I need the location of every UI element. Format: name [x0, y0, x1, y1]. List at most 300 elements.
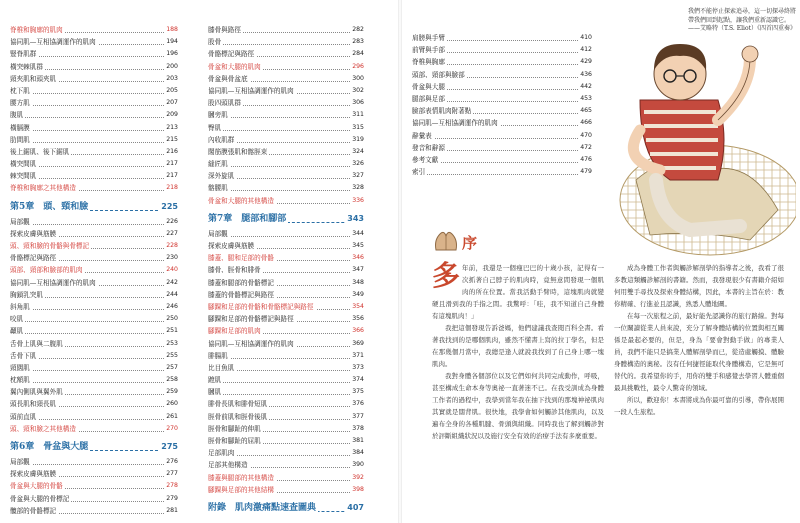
toc-entry-title: 膕肌 — [208, 386, 223, 398]
toc-entry — [10, 301, 178, 313]
toc-entry-title: 腓腸肌 — [208, 350, 230, 362]
toc-entry — [412, 166, 592, 178]
toc-entry-title: 腳踝與足部的其他結構 — [208, 484, 276, 496]
toc-entry-title: 比目魚肌 — [208, 362, 236, 374]
toc-entry-page: 412 — [578, 44, 592, 56]
toc-entry-title: 頭、頸和臉的骨骼與骨標記 — [10, 240, 91, 252]
toc-entry-page: 218 — [164, 182, 178, 194]
chapter-page: 275 — [159, 440, 178, 454]
toc-entry-page: 392 — [350, 472, 364, 484]
toc-entry-page: 215 — [164, 134, 178, 146]
toc-entry — [412, 44, 592, 56]
toc-entry — [10, 24, 178, 36]
toc-entry-page: 373 — [350, 362, 364, 374]
toc-entry-title: 顳肌 — [10, 325, 25, 337]
preface-title: 序 — [462, 234, 478, 252]
leader-dots — [208, 117, 364, 118]
toc-entry-page: 371 — [350, 350, 364, 362]
toc-entry — [208, 182, 364, 194]
toc-entry-title: 腿部與足部 — [412, 93, 447, 105]
toc-entry — [208, 459, 364, 471]
toc-entry-title: 頭前直肌 — [10, 411, 38, 423]
toc-entry-title: 參考文獻 — [412, 154, 440, 166]
toc-entry — [208, 301, 364, 313]
preface-paragraph: 我對身體各個部位以及它們如何共同完成動作，呼吸，甚至構成生命本身等奧祕一直著迷不已。在我受訓成為身體工作者的過程中，我學到當年我在抽下找到的那塊神祕肌肉其實就是闊背肌。很快地，我學會如何觸診其他肌肉，以及遍布全身的各種肌腱、骨頭與組織。同時我也了解到觸診對於評斷組織狀況以及施行安全有效的治療手法有多麼重要。 — [432, 372, 604, 440]
chapter-page: 225 — [159, 200, 178, 214]
toc-entry-title: 脊椎與胸廓 — [412, 56, 447, 68]
toc-entry — [412, 105, 592, 117]
toc-entry-page: 281 — [164, 505, 178, 517]
toc-entry-title: 胸鎖乳突肌 — [10, 289, 45, 301]
toc-entry-page: 277 — [164, 468, 178, 480]
toc-entry — [10, 468, 178, 480]
toc-entry-page: 228 — [164, 240, 178, 252]
leader-dots — [10, 105, 178, 106]
toc-entry-page: 278 — [164, 480, 178, 492]
toc-entry — [208, 386, 364, 398]
chapter-title: 附錄 肌肉激痛點速查圖典 — [208, 502, 317, 513]
preface-paragraph: 在每一次旅程之前，最好能先認識你的旅行路線。對每一位關讀從業人員來說，充分了解身體結構的位置與相互關係是最起必要的，但是，身為「要會對動手做」的專業人員，我們不能只是搞業人體解剖學而已，從造處觸摸、體驗身體構造的奧秘。沒有任何捷徑能取代身體構造，它是無可替代的。我希望你的手，用你的雙手和感覺去學習人體重個最具挑戰性，最令人驚奇的領域。 — [614, 312, 784, 392]
toc-entry-title: 縫匠肌 — [208, 158, 230, 170]
toc-entry — [412, 130, 592, 142]
toc-entry-title: 骨盆與骨盆底 — [208, 73, 250, 85]
toc-entry-title: 枕下肌 — [10, 85, 32, 97]
chapter-7-heading — [208, 212, 364, 226]
toc-entry-title: 協同肌—互相協調運作的肌肉 — [10, 277, 98, 289]
toc-entry-title: 脛骨和腳趾的屈肌 — [208, 435, 263, 447]
toc-entry-page: 376 — [350, 398, 364, 410]
toc-entry — [10, 289, 178, 301]
toc-entry-page: 479 — [578, 166, 592, 178]
toc-entry-page: 306 — [350, 97, 364, 109]
toc-entry-title: 肩膀與手臂 — [412, 32, 447, 44]
toc-entry-title: 膝蓋的骨骼標記與路徑 — [208, 289, 276, 301]
toc-entry — [208, 472, 364, 484]
toc-entry-page: 217 — [164, 170, 178, 182]
toc-entry — [10, 423, 178, 435]
toc-entry-page: 354 — [350, 301, 364, 313]
toc-entry — [10, 146, 178, 158]
toc-entry — [10, 170, 178, 182]
toc-entry-title: 頸闊肌 — [10, 362, 32, 374]
leader-dots — [10, 93, 178, 94]
toc-entry — [208, 325, 364, 337]
toc-entry-page: 349 — [350, 289, 364, 301]
toc-entry — [10, 134, 178, 146]
toc-entry — [10, 386, 178, 398]
toc-entry-page: 366 — [350, 325, 364, 337]
toc-entry — [208, 350, 364, 362]
chapter-title: 第6章 骨盆與大腿 — [10, 442, 89, 452]
preface-paragraph: 多年前，我還是一個瘦巴巴的十歲小孩，記得有一次抓著自己脖子的肌肉時，竟無意間發現一個肌肉的所在位置。當我活動手臂時，這塊肌肉就變硬且滑到我的手指之間。我驚呼：「哇，我不知道自己身體有這塊肌肉！」 — [432, 259, 604, 320]
toc-entry-title: 膝骨、脛骨和腓骨 — [208, 264, 263, 276]
toc-entry — [208, 240, 364, 252]
toc-entry — [208, 122, 364, 134]
toc-entry-page: 284 — [350, 48, 364, 60]
toc-entry-page: 328 — [350, 182, 364, 194]
chapter-5-heading — [10, 200, 178, 214]
toc-entry-page: 213 — [164, 122, 178, 134]
toc-entry-title: 骨骼標記與路徑 — [10, 252, 58, 264]
toc-entry — [10, 325, 178, 337]
toc-entry-title: 舌骨下肌 — [10, 350, 38, 362]
chapter-6-heading — [10, 440, 178, 454]
toc-entry-page: 255 — [164, 350, 178, 362]
toc-entry-page: 429 — [578, 56, 592, 68]
toc-column-1 — [10, 24, 178, 517]
toc-entry-page: 244 — [164, 289, 178, 301]
toc-entry-title: 蹠肌 — [208, 374, 223, 386]
toc-entry-title: 索引 — [412, 166, 427, 178]
preface-paragraph: 我把這個發現告訴爸媽，他們建議我查閱百科全書。看著我找到的是哪個肌肉，雖然不懂書上寫的拉丁學名，但是在那幾個月當中，我總是逢人就說我找到了自己身上哪一塊肌肉。 — [432, 324, 604, 368]
toc-entry — [10, 73, 178, 85]
toc-entry-page: 470 — [578, 130, 592, 142]
toc-entry — [208, 447, 364, 459]
toc-entry-page: 251 — [164, 325, 178, 337]
toc-entry-page: 209 — [164, 109, 178, 121]
toc-entry — [10, 277, 178, 289]
toc-entry-title: 骨盆和大腿的其他構造 — [208, 195, 276, 207]
toc-entry-title: 肋間肌 — [10, 134, 32, 146]
toc-entry-page: 300 — [350, 73, 364, 85]
leader-dots — [10, 130, 178, 131]
toc-entry-title: 膝蓋、腿和足部的骨骼 — [208, 252, 276, 264]
drop-cap: 多 — [432, 259, 461, 292]
toc-entry-title: 局部觀 — [10, 456, 32, 468]
toc-entry-page: 472 — [578, 142, 592, 154]
toc-entry-title: 斜角肌 — [10, 301, 32, 313]
leader-dots — [208, 44, 364, 45]
epigraph-text: 我們不能停止探索追尋，這一切探尋終將帶我們回到起點，讓我們重新認識它。 — [688, 8, 797, 24]
toc-entry-title: 橫膈膜 — [10, 122, 32, 134]
toc-entry-title: 前臂與手部 — [412, 44, 447, 56]
preface-paragraph: 成為身體工作者與觸診解剖學的指導者之後，我看了很多教這類觸診解剖的書籍。然而，我發現很少有書籍介紹如何用雙手尋找及探索身體結構，因此，本書的主旨在於：教你精確、行進並且認識，熟悉人體地圖。 — [614, 264, 784, 308]
toc-entry-page: 311 — [350, 109, 364, 121]
toc-entry-title: 棘突間肌 — [10, 170, 38, 182]
toc-entry — [10, 97, 178, 109]
toc-entry — [412, 32, 592, 44]
toc-entry — [412, 117, 592, 129]
leader-dots — [208, 166, 364, 167]
toc-entry-page: 356 — [350, 313, 364, 325]
toc-entry-page: 227 — [164, 228, 178, 240]
toc-entry-page: 390 — [350, 459, 364, 471]
toc-entry — [10, 338, 178, 350]
toc-entry-title: 舌骨上肌與二腹肌 — [10, 338, 65, 350]
toc-entry-page: 258 — [164, 374, 178, 386]
toc-entry-title: 頭部、頸部與臉部 — [412, 69, 467, 81]
toc-entry-page: 242 — [164, 277, 178, 289]
toc-entry — [10, 398, 178, 410]
toc-entry-title: 腰方肌 — [10, 97, 32, 109]
toc-entry-title: 髂腰肌 — [208, 182, 230, 194]
toc-entry-title: 脊椎和胸廓的肌肉 — [10, 24, 65, 36]
toc-entry — [10, 505, 178, 517]
toc-entry-page: 260 — [164, 398, 178, 410]
toc-entry-title: 股四頭肌群 — [208, 97, 243, 109]
toc-entry — [10, 252, 178, 264]
toc-entry-title: 骨骼標記與路徑 — [208, 48, 256, 60]
toc-entry-page: 261 — [164, 411, 178, 423]
preface-left-column — [432, 259, 604, 442]
toc-entry — [208, 85, 364, 97]
toc-entry-page: 384 — [350, 447, 364, 459]
toc-entry-page: 453 — [578, 93, 592, 105]
leader-dots — [10, 321, 178, 322]
toc-entry — [208, 24, 364, 36]
toc-entry — [208, 374, 364, 386]
toc-entry — [208, 411, 364, 423]
preface-right-column — [614, 262, 784, 418]
toc-entry-title: 膝蓋與腿部的其他構造 — [208, 472, 276, 484]
toc-column-3 — [412, 32, 592, 178]
leader-dots — [10, 224, 178, 225]
toc-entry-title: 發音和辭源 — [412, 142, 447, 154]
toc-entry — [10, 122, 178, 134]
toc-entry — [10, 493, 178, 505]
toc-entry-page: 283 — [350, 36, 364, 48]
toc-entry — [10, 456, 178, 468]
toc-entry-title: 咬肌 — [10, 313, 25, 325]
toc-entry-page: 381 — [350, 435, 364, 447]
toc-entry-page: 315 — [350, 122, 364, 134]
toc-entry-title: 協同肌—互相協調運作的肌肉 — [208, 338, 296, 350]
toc-entry-title: 頭、頸和臉之其他構造 — [10, 423, 78, 435]
toc-entry — [208, 146, 364, 158]
leader-dots — [10, 370, 178, 371]
toc-entry — [10, 85, 178, 97]
toc-entry-page: 344 — [350, 228, 364, 240]
toc-entry-page: 319 — [350, 134, 364, 146]
toc-entry-page: 279 — [164, 493, 178, 505]
toc-entry-page: 326 — [350, 158, 364, 170]
toc-entry — [10, 36, 178, 48]
toc-entry — [412, 93, 592, 105]
toc-entry — [208, 228, 364, 240]
toc-entry-page: 348 — [350, 277, 364, 289]
toc-entry-page: 276 — [164, 456, 178, 468]
toc-entry-page: 259 — [164, 386, 178, 398]
toc-entry-page: 410 — [578, 32, 592, 44]
toc-entry — [208, 36, 364, 48]
toc-entry-title: 臀肌 — [208, 122, 223, 134]
toc-entry — [10, 264, 178, 276]
toc-entry-page: 257 — [164, 362, 178, 374]
toc-entry — [10, 109, 178, 121]
toc-entry — [208, 289, 364, 301]
toc-entry — [208, 484, 364, 496]
toc-entry-title: 闊筋膜張肌和髂脛束 — [208, 146, 269, 158]
toc-entry-title: 探索皮膚與筋膜 — [10, 228, 58, 240]
toc-entry-title: 協同肌—互相協調運作的肌肉 — [208, 85, 296, 97]
leader-dots — [208, 394, 364, 395]
toc-entry-title: 局部觀 — [10, 216, 32, 228]
toc-entry — [10, 182, 178, 194]
toc-entry — [412, 69, 592, 81]
toc-entry — [208, 398, 364, 410]
toc-entry-page: 336 — [350, 195, 364, 207]
toc-entry — [208, 73, 364, 85]
toc-entry-page: 327 — [350, 170, 364, 182]
toc-entry — [10, 374, 178, 386]
toc-entry-page: 378 — [350, 423, 364, 435]
toc-entry-title: 頸夾肌和頭夾肌 — [10, 73, 58, 85]
toc-entry-title: 枕額肌 — [10, 374, 32, 386]
toc-entry-title: 膝骨與路徑 — [208, 24, 243, 36]
toc-entry-page: 230 — [164, 252, 178, 264]
toc-entry-title: 足部其他構造 — [208, 459, 250, 471]
toc-entry-title: 橫突棘肌群 — [10, 61, 45, 73]
toc-entry-page: 226 — [164, 216, 178, 228]
toc-entry-title: 探索皮膚與筋膜 — [10, 468, 58, 480]
toc-entry — [208, 134, 364, 146]
toc-entry — [208, 170, 364, 182]
toc-entry-page: 466 — [578, 117, 592, 129]
toc-entry-title: 骨盆與大腿的骨骼 — [10, 480, 65, 492]
toc-entry-title: 脛骨和腳趾的伸肌 — [208, 423, 263, 435]
toc-entry — [10, 480, 178, 492]
leader-dots — [10, 142, 178, 143]
reader-illustration — [600, 30, 796, 258]
toc-entry-title: 局部觀 — [208, 228, 230, 240]
toc-entry — [412, 154, 592, 166]
leader-dots — [412, 174, 592, 175]
leader-dots — [10, 382, 178, 383]
toc-entry — [412, 142, 592, 154]
toc-entry — [208, 277, 364, 289]
chapter-page: 343 — [345, 212, 364, 226]
toc-entry-page: 203 — [164, 73, 178, 85]
toc-entry-title: 脛骨前肌和脛骨後肌 — [208, 411, 269, 423]
chapter-title: 第7章 腿部和腳部 — [208, 213, 287, 224]
toc-entry-page: 250 — [164, 313, 178, 325]
toc-entry-title: 協同肌—互相協調運作的肌肉 — [412, 117, 500, 129]
leader-dots — [10, 117, 178, 118]
toc-entry-title: 後上鋸肌、後下鋸肌 — [10, 146, 71, 158]
toc-entry — [10, 350, 178, 362]
toc-entry-page: 194 — [164, 36, 178, 48]
toc-entry-page: 374 — [350, 374, 364, 386]
toc-entry-title: 脊椎和胸廓之其他構造 — [10, 182, 78, 194]
toc-entry-title: 足部肌肉 — [208, 447, 236, 459]
toc-entry-title: 腳踝和足部的骨骼和骨骼標記與路徑 — [208, 301, 316, 313]
toc-entry — [208, 362, 364, 374]
toc-entry-page: 196 — [164, 48, 178, 60]
toc-entry — [208, 435, 364, 447]
toc-entry-page: 465 — [578, 105, 592, 117]
toc-entry — [208, 423, 364, 435]
toc-entry-page: 347 — [350, 264, 364, 276]
toc-entry-page: 324 — [350, 146, 364, 158]
toc-entry — [10, 48, 178, 60]
toc-entry — [10, 158, 178, 170]
toc-entry-title: 骨盆與大腿的骨標記 — [10, 493, 71, 505]
toc-entry — [10, 228, 178, 240]
toc-entry — [208, 264, 364, 276]
toc-entry-title: 腹肌 — [10, 109, 25, 121]
leader-dots — [208, 130, 364, 131]
toc-entry-page: 302 — [350, 85, 364, 97]
toc-entry-page: 476 — [578, 154, 592, 166]
toc-entry-page: 246 — [164, 301, 178, 313]
toc-entry-page: 375 — [350, 386, 364, 398]
toc-entry — [208, 48, 364, 60]
appendix-heading — [208, 501, 364, 515]
preface-ornament-icon — [432, 228, 460, 254]
toc-entry-title: 骨盆和大腿的肌肉 — [208, 61, 263, 73]
leader-dots — [208, 382, 364, 383]
toc-entry — [412, 81, 592, 93]
toc-entry — [208, 61, 364, 73]
toc-entry-page: 188 — [164, 24, 178, 36]
toc-entry — [208, 97, 364, 109]
toc-entry-title: 頭部、頸部和臉部的肌肉 — [10, 264, 85, 276]
toc-column-2 — [208, 24, 364, 517]
preface-paragraph: 所以，歡迎你！本書將成為你最可靠的引導，帶你展開一段人生旅程。 — [614, 396, 784, 416]
toc-entry-title: 臉部表情肌肉附著點 — [412, 105, 473, 117]
toc-entry-title: 腳踝和足部的骨骼標記與路徑 — [208, 313, 296, 325]
toc-entry-page: 217 — [164, 158, 178, 170]
toc-entry-page: 377 — [350, 411, 364, 423]
toc-entry-page: 207 — [164, 97, 178, 109]
toc-entry-title: 腳踝和足部的肌肉 — [208, 325, 263, 337]
toc-entry-title: 髖部的骨骼標記 — [10, 505, 58, 517]
leader-dots — [10, 464, 178, 465]
toc-entry — [10, 362, 178, 374]
toc-entry-title: 內收肌群 — [208, 134, 236, 146]
toc-entry — [208, 252, 364, 264]
toc-entry — [412, 56, 592, 68]
toc-entry — [10, 61, 178, 73]
toc-entry-page: 200 — [164, 61, 178, 73]
toc-entry-title: 頭長肌和頸長肌 — [10, 398, 58, 410]
toc-entry-title: 骨盆與大腿 — [412, 81, 447, 93]
toc-entry-title: 翼內側肌與翼外肌 — [10, 386, 65, 398]
toc-entry-page: 442 — [578, 81, 592, 93]
toc-entry-page: 369 — [350, 338, 364, 350]
toc-entry-title: 膕旁肌 — [208, 109, 230, 121]
toc-entry — [208, 338, 364, 350]
toc-entry — [208, 158, 364, 170]
toc-entry-page: 345 — [350, 240, 364, 252]
leader-dots — [10, 333, 178, 334]
toc-entry — [10, 313, 178, 325]
leader-dots — [208, 236, 364, 237]
leader-dots — [10, 309, 178, 310]
toc-entry — [10, 240, 178, 252]
toc-entry-title: 深外旋肌 — [208, 170, 236, 182]
toc-entry-title: 豎脊肌群 — [10, 48, 38, 60]
toc-entry-page: 205 — [164, 85, 178, 97]
toc-entry — [208, 195, 364, 207]
page-fold — [398, 0, 402, 523]
toc-entry — [10, 216, 178, 228]
toc-entry-title: 探索皮膚與筋膜 — [208, 240, 256, 252]
leader-dots — [412, 138, 592, 139]
toc-entry-title: 股骨 — [208, 36, 223, 48]
toc-entry-title: 腓骨長肌和腓骨短肌 — [208, 398, 269, 410]
leader-dots — [208, 190, 364, 191]
toc-entry-page: 270 — [164, 423, 178, 435]
toc-entry-page: 346 — [350, 252, 364, 264]
chapter-title: 第5章 頭、頸和臉 — [10, 201, 89, 212]
leader-dots — [208, 358, 364, 359]
toc-entry-page: 296 — [350, 61, 364, 73]
toc-entry-title: 辭彙表 — [412, 130, 434, 142]
toc-entry-title: 協同肌—互相協調運作的肌肉 — [10, 36, 98, 48]
toc-entry — [208, 109, 364, 121]
toc-entry — [10, 411, 178, 423]
